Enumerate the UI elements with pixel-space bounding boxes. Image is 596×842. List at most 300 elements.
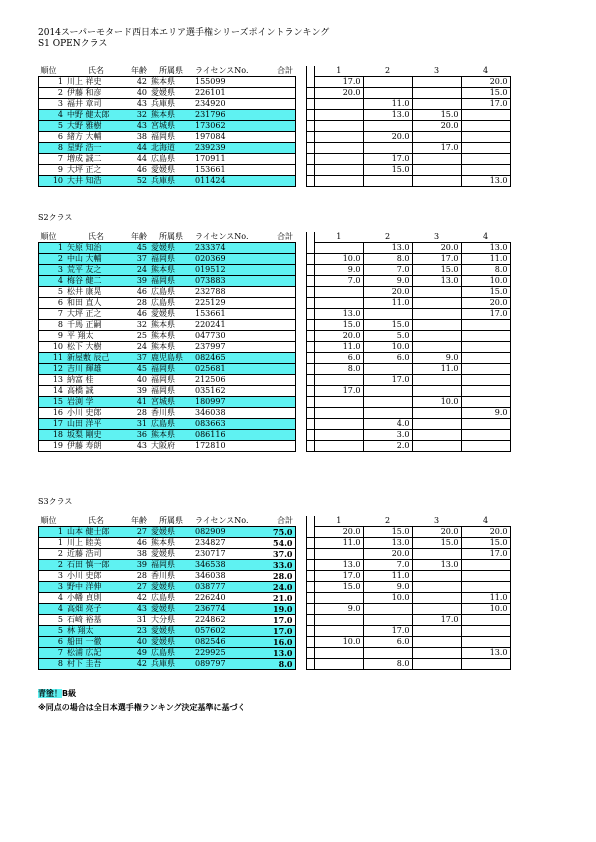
age-cell: 39 bbox=[127, 386, 149, 397]
table-row bbox=[39, 397, 511, 408]
table-row bbox=[39, 132, 511, 143]
age-cell: 27 bbox=[127, 527, 149, 538]
rank-cell: 6 bbox=[39, 132, 66, 143]
total-cell bbox=[251, 265, 296, 276]
round-3-cell bbox=[412, 331, 461, 342]
total-cell bbox=[251, 154, 296, 165]
total-cell: 24.0 bbox=[251, 582, 296, 593]
round-3-cell bbox=[412, 637, 461, 648]
total-cell bbox=[251, 99, 296, 110]
round-3-cell bbox=[412, 419, 461, 430]
round-2-cell bbox=[363, 397, 412, 408]
round-3-cell bbox=[412, 593, 461, 604]
round-4-cell bbox=[461, 441, 510, 452]
prefecture-cell: 愛媛県 bbox=[149, 604, 193, 615]
round-1-cell: 15.0 bbox=[314, 582, 363, 593]
header-row bbox=[39, 232, 511, 243]
round-3-cell bbox=[412, 549, 461, 560]
header-round-1: 1 bbox=[336, 516, 342, 525]
license-cell: 234920 bbox=[193, 99, 251, 110]
gap-cell bbox=[295, 353, 306, 364]
license-cell: 346038 bbox=[193, 571, 251, 582]
table-row bbox=[39, 309, 511, 320]
table-row bbox=[39, 121, 511, 132]
total-cell bbox=[251, 364, 296, 375]
separator-cell bbox=[306, 582, 314, 593]
rank-cell: 4 bbox=[39, 604, 66, 615]
table-row bbox=[39, 626, 511, 637]
round-3-cell bbox=[412, 441, 461, 452]
prefecture-cell: 熊本県 bbox=[149, 110, 193, 121]
total-cell bbox=[251, 276, 296, 287]
license-cell: 230717 bbox=[193, 549, 251, 560]
round-1-cell: 9.0 bbox=[314, 265, 363, 276]
name-cell: 矢原 知治 bbox=[65, 243, 127, 254]
name-cell: 高橋 誠 bbox=[65, 386, 127, 397]
round-4-cell bbox=[461, 582, 510, 593]
age-cell: 39 bbox=[127, 560, 149, 571]
rank-cell: 19 bbox=[39, 441, 66, 452]
table-row bbox=[39, 593, 511, 604]
round-4-cell: 17.0 bbox=[461, 309, 510, 320]
separator-cell bbox=[306, 560, 314, 571]
separator-cell bbox=[306, 143, 314, 154]
prefecture-cell: 愛媛県 bbox=[149, 165, 193, 176]
round-1-cell bbox=[314, 549, 363, 560]
header-age: 年齢 bbox=[131, 516, 147, 525]
table-row bbox=[39, 99, 511, 110]
license-cell: 229925 bbox=[193, 648, 251, 659]
table-row bbox=[39, 265, 511, 276]
name-cell: 福井 章司 bbox=[65, 99, 127, 110]
age-cell: 46 bbox=[127, 165, 149, 176]
round-1-cell bbox=[314, 659, 363, 670]
rank-cell: 1 bbox=[39, 538, 66, 549]
round-2-cell: 7.0 bbox=[363, 560, 412, 571]
gap-cell bbox=[295, 243, 306, 254]
name-cell: 平 翔太 bbox=[65, 331, 127, 342]
round-3-cell bbox=[412, 604, 461, 615]
table-row bbox=[39, 648, 511, 659]
total-cell bbox=[251, 320, 296, 331]
table-row bbox=[39, 538, 511, 549]
age-cell: 31 bbox=[127, 615, 149, 626]
age-cell: 32 bbox=[127, 110, 149, 121]
s1-ranking-table bbox=[38, 66, 511, 187]
license-cell: 236774 bbox=[193, 604, 251, 615]
gap-cell bbox=[295, 571, 306, 582]
header-license: ライセンスNo. bbox=[195, 516, 249, 525]
prefecture-cell: 福岡県 bbox=[149, 276, 193, 287]
separator-cell bbox=[306, 121, 314, 132]
rank-cell: 5 bbox=[39, 287, 66, 298]
document-title bbox=[38, 28, 329, 50]
total-cell: 28.0 bbox=[251, 571, 296, 582]
header-name: 氏名 bbox=[88, 232, 104, 241]
round-2-cell: 13.0 bbox=[363, 538, 412, 549]
round-1-cell: 7.0 bbox=[314, 276, 363, 287]
gap-cell bbox=[295, 320, 306, 331]
round-1-cell bbox=[314, 615, 363, 626]
name-cell: 納富 桂 bbox=[65, 375, 127, 386]
header-round-2: 2 bbox=[384, 232, 391, 241]
header-total: 合計 bbox=[277, 516, 293, 525]
prefecture-cell: 愛媛県 bbox=[149, 243, 193, 254]
round-4-cell: 15.0 bbox=[461, 538, 510, 549]
total-cell: 19.0 bbox=[251, 604, 296, 615]
prefecture-cell: 福岡県 bbox=[149, 560, 193, 571]
rank-cell: 10 bbox=[39, 176, 66, 187]
round-3-cell: 20.0 bbox=[412, 121, 461, 132]
round-3-cell bbox=[412, 659, 461, 670]
table-row bbox=[39, 430, 511, 441]
round-4-cell bbox=[461, 353, 510, 364]
round-1-cell bbox=[314, 430, 363, 441]
table-row bbox=[39, 276, 511, 287]
round-1-cell bbox=[314, 132, 363, 143]
rank-cell: 17 bbox=[39, 419, 66, 430]
round-2-cell bbox=[363, 615, 412, 626]
license-cell: 082465 bbox=[193, 353, 251, 364]
round-2-cell: 4.0 bbox=[363, 419, 412, 430]
separator-cell bbox=[306, 419, 314, 430]
round-4-cell bbox=[461, 571, 510, 582]
table-row bbox=[39, 441, 511, 452]
age-cell: 32 bbox=[127, 320, 149, 331]
prefecture-cell: 兵庫県 bbox=[149, 176, 193, 187]
round-4-cell bbox=[461, 121, 510, 132]
license-cell: 073883 bbox=[193, 276, 251, 287]
rank-cell: 9 bbox=[39, 331, 66, 342]
total-cell bbox=[251, 110, 296, 121]
license-cell: 082546 bbox=[193, 637, 251, 648]
separator-cell bbox=[306, 342, 314, 353]
gap-cell bbox=[295, 265, 306, 276]
round-3-cell bbox=[412, 386, 461, 397]
age-cell: 46 bbox=[127, 287, 149, 298]
prefecture-cell: 愛媛県 bbox=[149, 637, 193, 648]
license-cell: 155099 bbox=[193, 77, 251, 88]
round-1-cell bbox=[314, 397, 363, 408]
round-4-cell bbox=[461, 560, 510, 571]
round-1-cell bbox=[314, 121, 363, 132]
round-1-cell: 8.0 bbox=[314, 364, 363, 375]
round-3-cell: 15.0 bbox=[412, 110, 461, 121]
total-cell bbox=[251, 342, 296, 353]
round-3-cell bbox=[412, 298, 461, 309]
rank-cell: 8 bbox=[39, 320, 66, 331]
round-1-cell bbox=[314, 143, 363, 154]
prefecture-cell: 鹿児島県 bbox=[149, 353, 193, 364]
s3-section-label: S3クラス bbox=[38, 497, 73, 506]
total-cell bbox=[251, 331, 296, 342]
prefecture-cell: 香川県 bbox=[149, 408, 193, 419]
round-2-cell: 10.0 bbox=[363, 342, 412, 353]
rank-cell: 4 bbox=[39, 593, 66, 604]
age-cell: 38 bbox=[127, 549, 149, 560]
round-1-cell: 17.0 bbox=[314, 571, 363, 582]
round-3-cell bbox=[412, 626, 461, 637]
round-1-cell bbox=[314, 593, 363, 604]
round-3-cell bbox=[412, 99, 461, 110]
separator-cell bbox=[306, 538, 314, 549]
license-cell: 180997 bbox=[193, 397, 251, 408]
round-1-cell: 13.0 bbox=[314, 309, 363, 320]
age-cell: 44 bbox=[127, 143, 149, 154]
prefecture-cell: 兵庫県 bbox=[149, 659, 193, 670]
gap-cell bbox=[295, 309, 306, 320]
table-row bbox=[39, 637, 511, 648]
separator-cell bbox=[306, 110, 314, 121]
gap-cell bbox=[295, 527, 306, 538]
prefecture-cell: 熊本県 bbox=[149, 265, 193, 276]
round-4-cell bbox=[461, 154, 510, 165]
name-cell: 和田 直人 bbox=[65, 298, 127, 309]
total-cell bbox=[251, 176, 296, 187]
separator-cell bbox=[306, 287, 314, 298]
round-2-cell bbox=[363, 408, 412, 419]
title-line-1: 2014スーパーモタード西日本エリア選手権シリーズポイントランキング bbox=[38, 28, 330, 38]
table-row bbox=[39, 560, 511, 571]
gap-cell bbox=[295, 441, 306, 452]
legend-note bbox=[38, 688, 76, 699]
name-cell: 小川 史郎 bbox=[65, 571, 127, 582]
prefecture-cell: 福岡県 bbox=[149, 364, 193, 375]
rank-cell: 12 bbox=[39, 364, 66, 375]
separator-cell bbox=[306, 154, 314, 165]
name-cell: 村下 圭吾 bbox=[65, 659, 127, 670]
total-cell bbox=[251, 132, 296, 143]
license-cell: 239239 bbox=[193, 143, 251, 154]
round-2-cell: 20.0 bbox=[363, 549, 412, 560]
rank-cell: 2 bbox=[39, 549, 66, 560]
header-rank: 順位 bbox=[40, 516, 57, 525]
round-2-cell: 6.0 bbox=[363, 353, 412, 364]
round-2-cell: 2.0 bbox=[363, 441, 412, 452]
round-2-cell bbox=[363, 88, 412, 99]
gap-cell bbox=[295, 77, 306, 88]
round-4-cell bbox=[461, 659, 510, 670]
round-2-cell bbox=[363, 604, 412, 615]
round-2-cell: 17.0 bbox=[363, 375, 412, 386]
round-3-cell bbox=[412, 77, 461, 88]
prefecture-cell: 広島県 bbox=[149, 298, 193, 309]
header-gap bbox=[295, 66, 306, 77]
round-4-cell bbox=[461, 364, 510, 375]
round-2-cell: 20.0 bbox=[363, 132, 412, 143]
total-cell: 13.0 bbox=[251, 648, 296, 659]
license-cell: 220241 bbox=[193, 320, 251, 331]
round-1-cell: 9.0 bbox=[314, 604, 363, 615]
age-cell: 37 bbox=[127, 254, 149, 265]
gap-cell bbox=[295, 604, 306, 615]
round-3-cell bbox=[412, 165, 461, 176]
separator-cell bbox=[306, 298, 314, 309]
round-4-cell bbox=[461, 165, 510, 176]
header-round-3: 3 bbox=[433, 66, 440, 75]
round-2-cell: 13.0 bbox=[363, 110, 412, 121]
total-cell bbox=[251, 88, 296, 99]
round-1-cell: 6.0 bbox=[314, 353, 363, 364]
separator-cell bbox=[306, 88, 314, 99]
age-cell: 39 bbox=[127, 276, 149, 287]
header-round-1: 1 bbox=[336, 66, 342, 75]
round-2-cell bbox=[363, 143, 412, 154]
table-row bbox=[39, 287, 511, 298]
prefecture-cell: 大分県 bbox=[149, 615, 193, 626]
rank-cell: 2 bbox=[39, 254, 66, 265]
name-cell: 大坪 正之 bbox=[65, 309, 127, 320]
separator-cell bbox=[306, 364, 314, 375]
name-cell: 山本 健士郎 bbox=[65, 527, 127, 538]
gap-cell bbox=[295, 143, 306, 154]
separator-cell bbox=[306, 604, 314, 615]
total-cell: 17.0 bbox=[251, 615, 296, 626]
round-2-cell: 10.0 bbox=[363, 593, 412, 604]
age-cell: 46 bbox=[127, 538, 149, 549]
round-3-cell bbox=[412, 342, 461, 353]
license-cell: 212506 bbox=[193, 375, 251, 386]
prefecture-cell: 福岡県 bbox=[149, 386, 193, 397]
rank-cell: 18 bbox=[39, 430, 66, 441]
round-2-cell bbox=[363, 309, 412, 320]
header-total: 合計 bbox=[277, 66, 293, 75]
prefecture-cell: 大阪府 bbox=[149, 441, 193, 452]
round-1-cell: 20.0 bbox=[314, 331, 363, 342]
age-cell: 42 bbox=[127, 77, 149, 88]
round-2-cell bbox=[363, 648, 412, 659]
s2-ranking-table bbox=[38, 232, 511, 452]
header-round-1: 1 bbox=[336, 232, 342, 241]
table-row bbox=[39, 88, 511, 99]
rank-cell: 7 bbox=[39, 648, 66, 659]
round-2-cell: 3.0 bbox=[363, 430, 412, 441]
header-age: 年齢 bbox=[131, 66, 147, 75]
round-4-cell: 15.0 bbox=[461, 287, 510, 298]
round-3-cell bbox=[412, 320, 461, 331]
rank-cell: 15 bbox=[39, 397, 66, 408]
header-separator bbox=[306, 66, 314, 77]
age-cell: 28 bbox=[127, 571, 149, 582]
round-1-cell: 20.0 bbox=[314, 88, 363, 99]
gap-cell bbox=[295, 110, 306, 121]
age-cell: 23 bbox=[127, 626, 149, 637]
prefecture-cell: 香川県 bbox=[149, 571, 193, 582]
separator-cell bbox=[306, 615, 314, 626]
license-cell: 233374 bbox=[193, 243, 251, 254]
table-row bbox=[39, 615, 511, 626]
license-cell: 173062 bbox=[193, 121, 251, 132]
separator-cell bbox=[306, 375, 314, 386]
round-4-cell bbox=[461, 132, 510, 143]
prefecture-cell: 福岡県 bbox=[149, 375, 193, 386]
title-line-2: S1 OPENクラス bbox=[38, 39, 108, 49]
age-cell: 24 bbox=[127, 265, 149, 276]
gap-cell bbox=[295, 154, 306, 165]
gap-cell bbox=[295, 176, 306, 187]
round-3-cell bbox=[412, 430, 461, 441]
name-cell: 松井 康晃 bbox=[65, 287, 127, 298]
rank-cell: 3 bbox=[39, 582, 66, 593]
round-2-cell: 17.0 bbox=[363, 154, 412, 165]
gap-cell bbox=[295, 560, 306, 571]
age-cell: 28 bbox=[127, 298, 149, 309]
round-4-cell: 17.0 bbox=[461, 99, 510, 110]
name-cell: 林 翔太 bbox=[65, 626, 127, 637]
round-3-cell: 15.0 bbox=[412, 538, 461, 549]
round-1-cell bbox=[314, 375, 363, 386]
round-3-cell: 13.0 bbox=[412, 560, 461, 571]
header-round-4: 4 bbox=[482, 516, 489, 525]
table-row bbox=[39, 254, 511, 265]
license-cell: 047730 bbox=[193, 331, 251, 342]
age-cell: 41 bbox=[127, 397, 149, 408]
age-cell: 27 bbox=[127, 582, 149, 593]
name-cell: 増成 誠二 bbox=[65, 154, 127, 165]
round-4-cell bbox=[461, 386, 510, 397]
name-cell: 松下 大樹 bbox=[65, 342, 127, 353]
total-cell bbox=[251, 309, 296, 320]
table-row bbox=[39, 176, 511, 187]
round-4-cell bbox=[461, 637, 510, 648]
header-round-2: 2 bbox=[384, 516, 391, 525]
gap-cell bbox=[295, 375, 306, 386]
gap-cell bbox=[295, 648, 306, 659]
table-row bbox=[39, 604, 511, 615]
round-1-cell bbox=[314, 99, 363, 110]
round-4-cell bbox=[461, 419, 510, 430]
gap-cell bbox=[295, 549, 306, 560]
prefecture-cell: 宮城県 bbox=[149, 397, 193, 408]
name-cell: 岩渕 学 bbox=[65, 397, 127, 408]
round-2-cell: 9.0 bbox=[363, 276, 412, 287]
gap-cell bbox=[295, 88, 306, 99]
header-gap bbox=[295, 232, 306, 243]
separator-cell bbox=[306, 254, 314, 265]
license-cell: 057602 bbox=[193, 626, 251, 637]
round-3-cell bbox=[412, 176, 461, 187]
table-row bbox=[39, 375, 511, 386]
round-3-cell bbox=[412, 648, 461, 659]
license-cell: 225129 bbox=[193, 298, 251, 309]
separator-cell bbox=[306, 386, 314, 397]
round-4-cell bbox=[461, 626, 510, 637]
age-cell: 43 bbox=[127, 99, 149, 110]
round-4-cell: 15.0 bbox=[461, 88, 510, 99]
gap-cell bbox=[295, 615, 306, 626]
rank-cell: 4 bbox=[39, 276, 66, 287]
table-row bbox=[39, 320, 511, 331]
license-cell: 231796 bbox=[193, 110, 251, 121]
license-cell: 025681 bbox=[193, 364, 251, 375]
gap-cell bbox=[295, 132, 306, 143]
round-3-cell: 17.0 bbox=[412, 143, 461, 154]
name-cell: 中野 健太郎 bbox=[65, 110, 127, 121]
prefecture-cell: 愛媛県 bbox=[149, 88, 193, 99]
round-2-cell: 11.0 bbox=[363, 99, 412, 110]
round-1-cell: 15.0 bbox=[314, 320, 363, 331]
age-cell: 45 bbox=[127, 364, 149, 375]
rank-cell: 3 bbox=[39, 99, 66, 110]
round-3-cell: 13.0 bbox=[412, 276, 461, 287]
prefecture-cell: 愛媛県 bbox=[149, 582, 193, 593]
rank-cell: 6 bbox=[39, 298, 66, 309]
gap-cell bbox=[295, 298, 306, 309]
round-4-cell: 13.0 bbox=[461, 243, 510, 254]
license-cell: 153661 bbox=[193, 309, 251, 320]
legend-highlight-swatch: 青塗！ bbox=[38, 689, 62, 698]
license-cell: 011424 bbox=[193, 176, 251, 187]
